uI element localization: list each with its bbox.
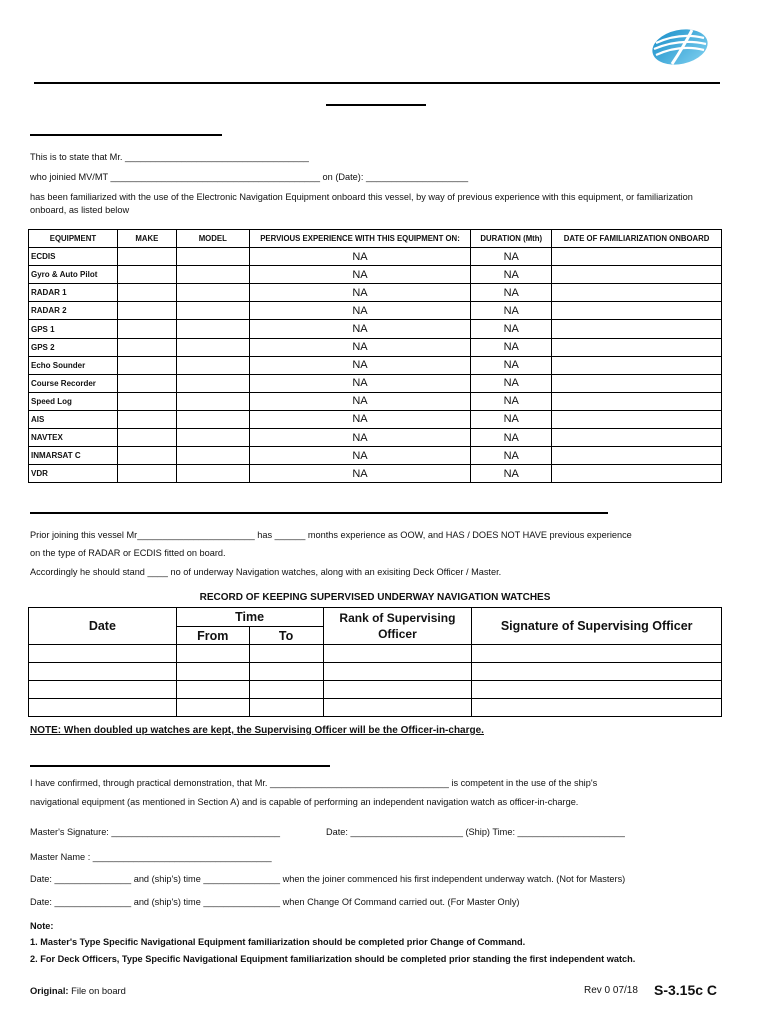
duration-cell[interactable]: NA: [471, 266, 552, 284]
header-model: MODEL: [176, 230, 249, 248]
model-cell[interactable]: [176, 266, 249, 284]
familiarization-date-cell[interactable]: [552, 374, 722, 392]
model-cell[interactable]: [176, 356, 249, 374]
original-label: [30, 985, 126, 996]
table-row: [29, 681, 722, 699]
make-cell[interactable]: [117, 320, 176, 338]
experience-cell[interactable]: NA: [249, 465, 471, 483]
duration-cell[interactable]: NA: [471, 465, 552, 483]
capability-line: navigational equipment (as mentioned in Section A) and is capable of performing an independent navigation watch as officer-in-charge.: [30, 797, 579, 807]
to-cell[interactable]: [249, 663, 323, 681]
equipment-header-row: [29, 230, 722, 248]
section-b-heading-rule: [30, 512, 608, 514]
prior-experience-line: Prior joining this vessel Mr_______________________ has ______ months experience as OOW, and HAS / DOES NOT HAVE previous experience: [30, 530, 632, 540]
header-signature: Signature of Supervising Officer: [472, 608, 722, 645]
familiarization-date-cell[interactable]: [552, 284, 722, 302]
equipment-name: GPS 2: [29, 338, 118, 356]
header-make: MAKE: [117, 230, 176, 248]
experience-cell[interactable]: NA: [249, 248, 471, 266]
table-row: [29, 356, 722, 374]
duration-cell[interactable]: NA: [471, 338, 552, 356]
table-row: [29, 374, 722, 392]
model-cell[interactable]: [176, 429, 249, 447]
duration-cell[interactable]: NA: [471, 410, 552, 428]
model-cell[interactable]: [176, 320, 249, 338]
header-time: Time: [176, 608, 323, 627]
equipment-name: Speed Log: [29, 392, 118, 410]
rank-cell[interactable]: [323, 645, 472, 663]
note-master: 1. Master's Type Specific Navigational Equipment familiarization should be completed prior Change of Command.: [30, 937, 526, 947]
model-cell[interactable]: [176, 284, 249, 302]
to-cell[interactable]: [249, 645, 323, 663]
equipment-name: RADAR 1: [29, 284, 118, 302]
duration-cell[interactable]: NA: [471, 248, 552, 266]
make-cell[interactable]: [117, 302, 176, 320]
watches-line: Accordingly he should stand ____ no of underway Navigation watches, along with an exisiting Deck Officer / Master.: [30, 567, 502, 577]
section-c-heading-rule: [30, 765, 330, 767]
table-row: [29, 248, 722, 266]
duration-cell[interactable]: NA: [471, 356, 552, 374]
change-command-date-field[interactable]: Date: _______________ and (ship's) time _______________ when Change Of Command carried out. (For Master Only): [30, 897, 520, 907]
model-cell[interactable]: [176, 302, 249, 320]
master-date-time-field[interactable]: Date: ______________________ (Ship) Time: _____________________: [326, 827, 625, 837]
date-cell[interactable]: [29, 699, 177, 717]
header-previous-experience: PERVIOUS EXPERIENCE WITH THIS EQUIPMENT ON:: [249, 230, 471, 248]
experience-cell[interactable]: NA: [249, 410, 471, 428]
rank-cell[interactable]: [323, 681, 472, 699]
make-cell[interactable]: [117, 356, 176, 374]
to-cell[interactable]: [249, 699, 323, 717]
section-a-heading-rule: [30, 134, 222, 136]
model-cell[interactable]: [176, 374, 249, 392]
header-date-familiarization: DATE OF FAMILIARIZATION ONBOARD: [552, 230, 722, 248]
rank-cell[interactable]: [323, 663, 472, 681]
table-row: [29, 266, 722, 284]
header-to: To: [249, 627, 323, 645]
experience-cell[interactable]: NA: [249, 374, 471, 392]
table-row: [29, 302, 722, 320]
equipment-name: RADAR 2: [29, 302, 118, 320]
header-equipment: EQUIPMENT: [29, 230, 118, 248]
make-cell[interactable]: [117, 284, 176, 302]
equipment-name: ECDIS: [29, 248, 118, 266]
equipment-name: Echo Sounder: [29, 356, 118, 374]
master-name-field[interactable]: Master Name : ___________________________________: [30, 852, 272, 862]
model-cell[interactable]: [176, 447, 249, 465]
familiarization-date-cell[interactable]: [552, 320, 722, 338]
experience-cell[interactable]: NA: [249, 302, 471, 320]
table-row: [29, 320, 722, 338]
first-watch-date-field[interactable]: Date: _______________ and (ship's) time _______________ when the joiner commenced his first independent underway watch. (Not for Masters): [30, 874, 626, 884]
note-deck-officers: 2. For Deck Officers, Type Specific Navigational Equipment familiarization should be completed prior standing the first independent watch.: [30, 954, 636, 964]
equipment-name: Course Recorder: [29, 374, 118, 392]
model-cell[interactable]: [176, 338, 249, 356]
make-cell[interactable]: [117, 465, 176, 483]
familiarization-date-cell[interactable]: [552, 356, 722, 374]
table-row: [29, 338, 722, 356]
from-cell[interactable]: [176, 663, 249, 681]
equipment-name: AIS: [29, 410, 118, 428]
experience-cell[interactable]: NA: [249, 320, 471, 338]
experience-cell[interactable]: NA: [249, 356, 471, 374]
experience-cell[interactable]: NA: [249, 447, 471, 465]
duration-cell[interactable]: NA: [471, 302, 552, 320]
model-cell[interactable]: [176, 465, 249, 483]
from-cell[interactable]: [176, 681, 249, 699]
familiarization-date-cell[interactable]: [552, 338, 722, 356]
experience-cell[interactable]: NA: [249, 284, 471, 302]
model-cell[interactable]: [176, 392, 249, 410]
rank-cell[interactable]: [323, 699, 472, 717]
equipment-table: [28, 229, 722, 483]
familiarization-date-cell[interactable]: [552, 302, 722, 320]
equipment-name: VDR: [29, 465, 118, 483]
table-row: [29, 447, 722, 465]
confirmation-line: I have confirmed, through practical demonstration, that Mr. ___________________________________ is competent in the use of the ship's: [30, 778, 598, 788]
watch-record-title: RECORD OF KEEPING SUPERVISED UNDERWAY NAVIGATION WATCHES: [199, 592, 551, 603]
model-cell[interactable]: [176, 410, 249, 428]
familiarization-date-cell[interactable]: [552, 266, 722, 284]
familiarization-date-cell[interactable]: [552, 248, 722, 266]
familiarization-date-cell[interactable]: [552, 429, 722, 447]
notes-title: Note:: [30, 921, 54, 931]
familiarized-statement: has been familiarized with the use of the Electronic Navigation Equipment onboard this vessel, by way of previous experience with this equipment, or familiarization onboard, as listed below: [30, 192, 693, 215]
state-that-line: This is to state that Mr. ____________________________________: [30, 152, 309, 162]
duration-cell[interactable]: NA: [471, 392, 552, 410]
make-cell[interactable]: [117, 248, 176, 266]
model-cell[interactable]: [176, 248, 249, 266]
table-row: [29, 429, 722, 447]
table-row: [29, 663, 722, 681]
date-cell[interactable]: [29, 645, 177, 663]
title-rule: [34, 82, 720, 84]
make-cell[interactable]: [117, 410, 176, 428]
experience-cell[interactable]: NA: [249, 338, 471, 356]
make-cell[interactable]: [117, 374, 176, 392]
from-cell[interactable]: [176, 645, 249, 663]
signature-cell[interactable]: [472, 645, 722, 663]
masters-signature-field[interactable]: Master's Signature: _________________________________: [30, 827, 281, 837]
date-cell[interactable]: [29, 681, 177, 699]
table-row: [29, 410, 722, 428]
table-row: [29, 392, 722, 410]
header-rank: Rank of Supervising Officer: [323, 608, 472, 645]
header-duration: DURATION (Mth): [471, 230, 552, 248]
equipment-name: Gyro & Auto Pilot: [29, 266, 118, 284]
familiarization-date-cell[interactable]: [552, 392, 722, 410]
to-cell[interactable]: [249, 681, 323, 699]
date-cell[interactable]: [29, 663, 177, 681]
signature-cell[interactable]: [472, 681, 722, 699]
make-cell[interactable]: [117, 266, 176, 284]
duration-cell[interactable]: NA: [471, 374, 552, 392]
header-date: Date: [29, 608, 177, 645]
company-logo-icon: [650, 26, 710, 68]
equipment-name: GPS 1: [29, 320, 118, 338]
from-cell[interactable]: [176, 699, 249, 717]
duration-cell[interactable]: NA: [471, 284, 552, 302]
signature-cell[interactable]: [472, 699, 722, 717]
subtitle-rule: [326, 104, 426, 106]
familiarization-date-cell[interactable]: [552, 410, 722, 428]
familiarization-date-cell[interactable]: [552, 447, 722, 465]
experience-cell[interactable]: NA: [249, 429, 471, 447]
table-row: [29, 699, 722, 717]
original-value: File on board: [71, 985, 126, 996]
equipment-name: NAVTEX: [29, 429, 118, 447]
table-row: [29, 284, 722, 302]
familiarization-date-cell[interactable]: [552, 465, 722, 483]
table-row: [29, 645, 722, 663]
duration-cell[interactable]: NA: [471, 447, 552, 465]
header-from: From: [176, 627, 249, 645]
radar-ecdis-line: on the type of RADAR or ECDIS fitted on board.: [30, 548, 226, 558]
revision: Rev 0 07/18: [584, 985, 638, 996]
signature-cell[interactable]: [472, 663, 722, 681]
make-cell[interactable]: [117, 338, 176, 356]
form-code: S-3.15c C: [654, 982, 718, 998]
make-cell[interactable]: [117, 429, 176, 447]
experience-cell[interactable]: NA: [249, 266, 471, 284]
duration-cell[interactable]: NA: [471, 429, 552, 447]
table-row: [29, 465, 722, 483]
joined-vessel-line: who joinied MV/MT _________________________________________ on (Date): ____________________: [30, 172, 469, 182]
original-label-text: Original:: [30, 985, 69, 996]
duration-cell[interactable]: NA: [471, 320, 552, 338]
watch-record-table: [28, 607, 722, 717]
make-cell[interactable]: [117, 392, 176, 410]
make-cell[interactable]: [117, 447, 176, 465]
experience-cell[interactable]: NA: [249, 392, 471, 410]
equipment-name: INMARSAT C: [29, 447, 118, 465]
doubled-watch-note: NOTE: When doubled up watches are kept, the Supervising Officer will be the Officer-in-charge.: [30, 725, 484, 736]
